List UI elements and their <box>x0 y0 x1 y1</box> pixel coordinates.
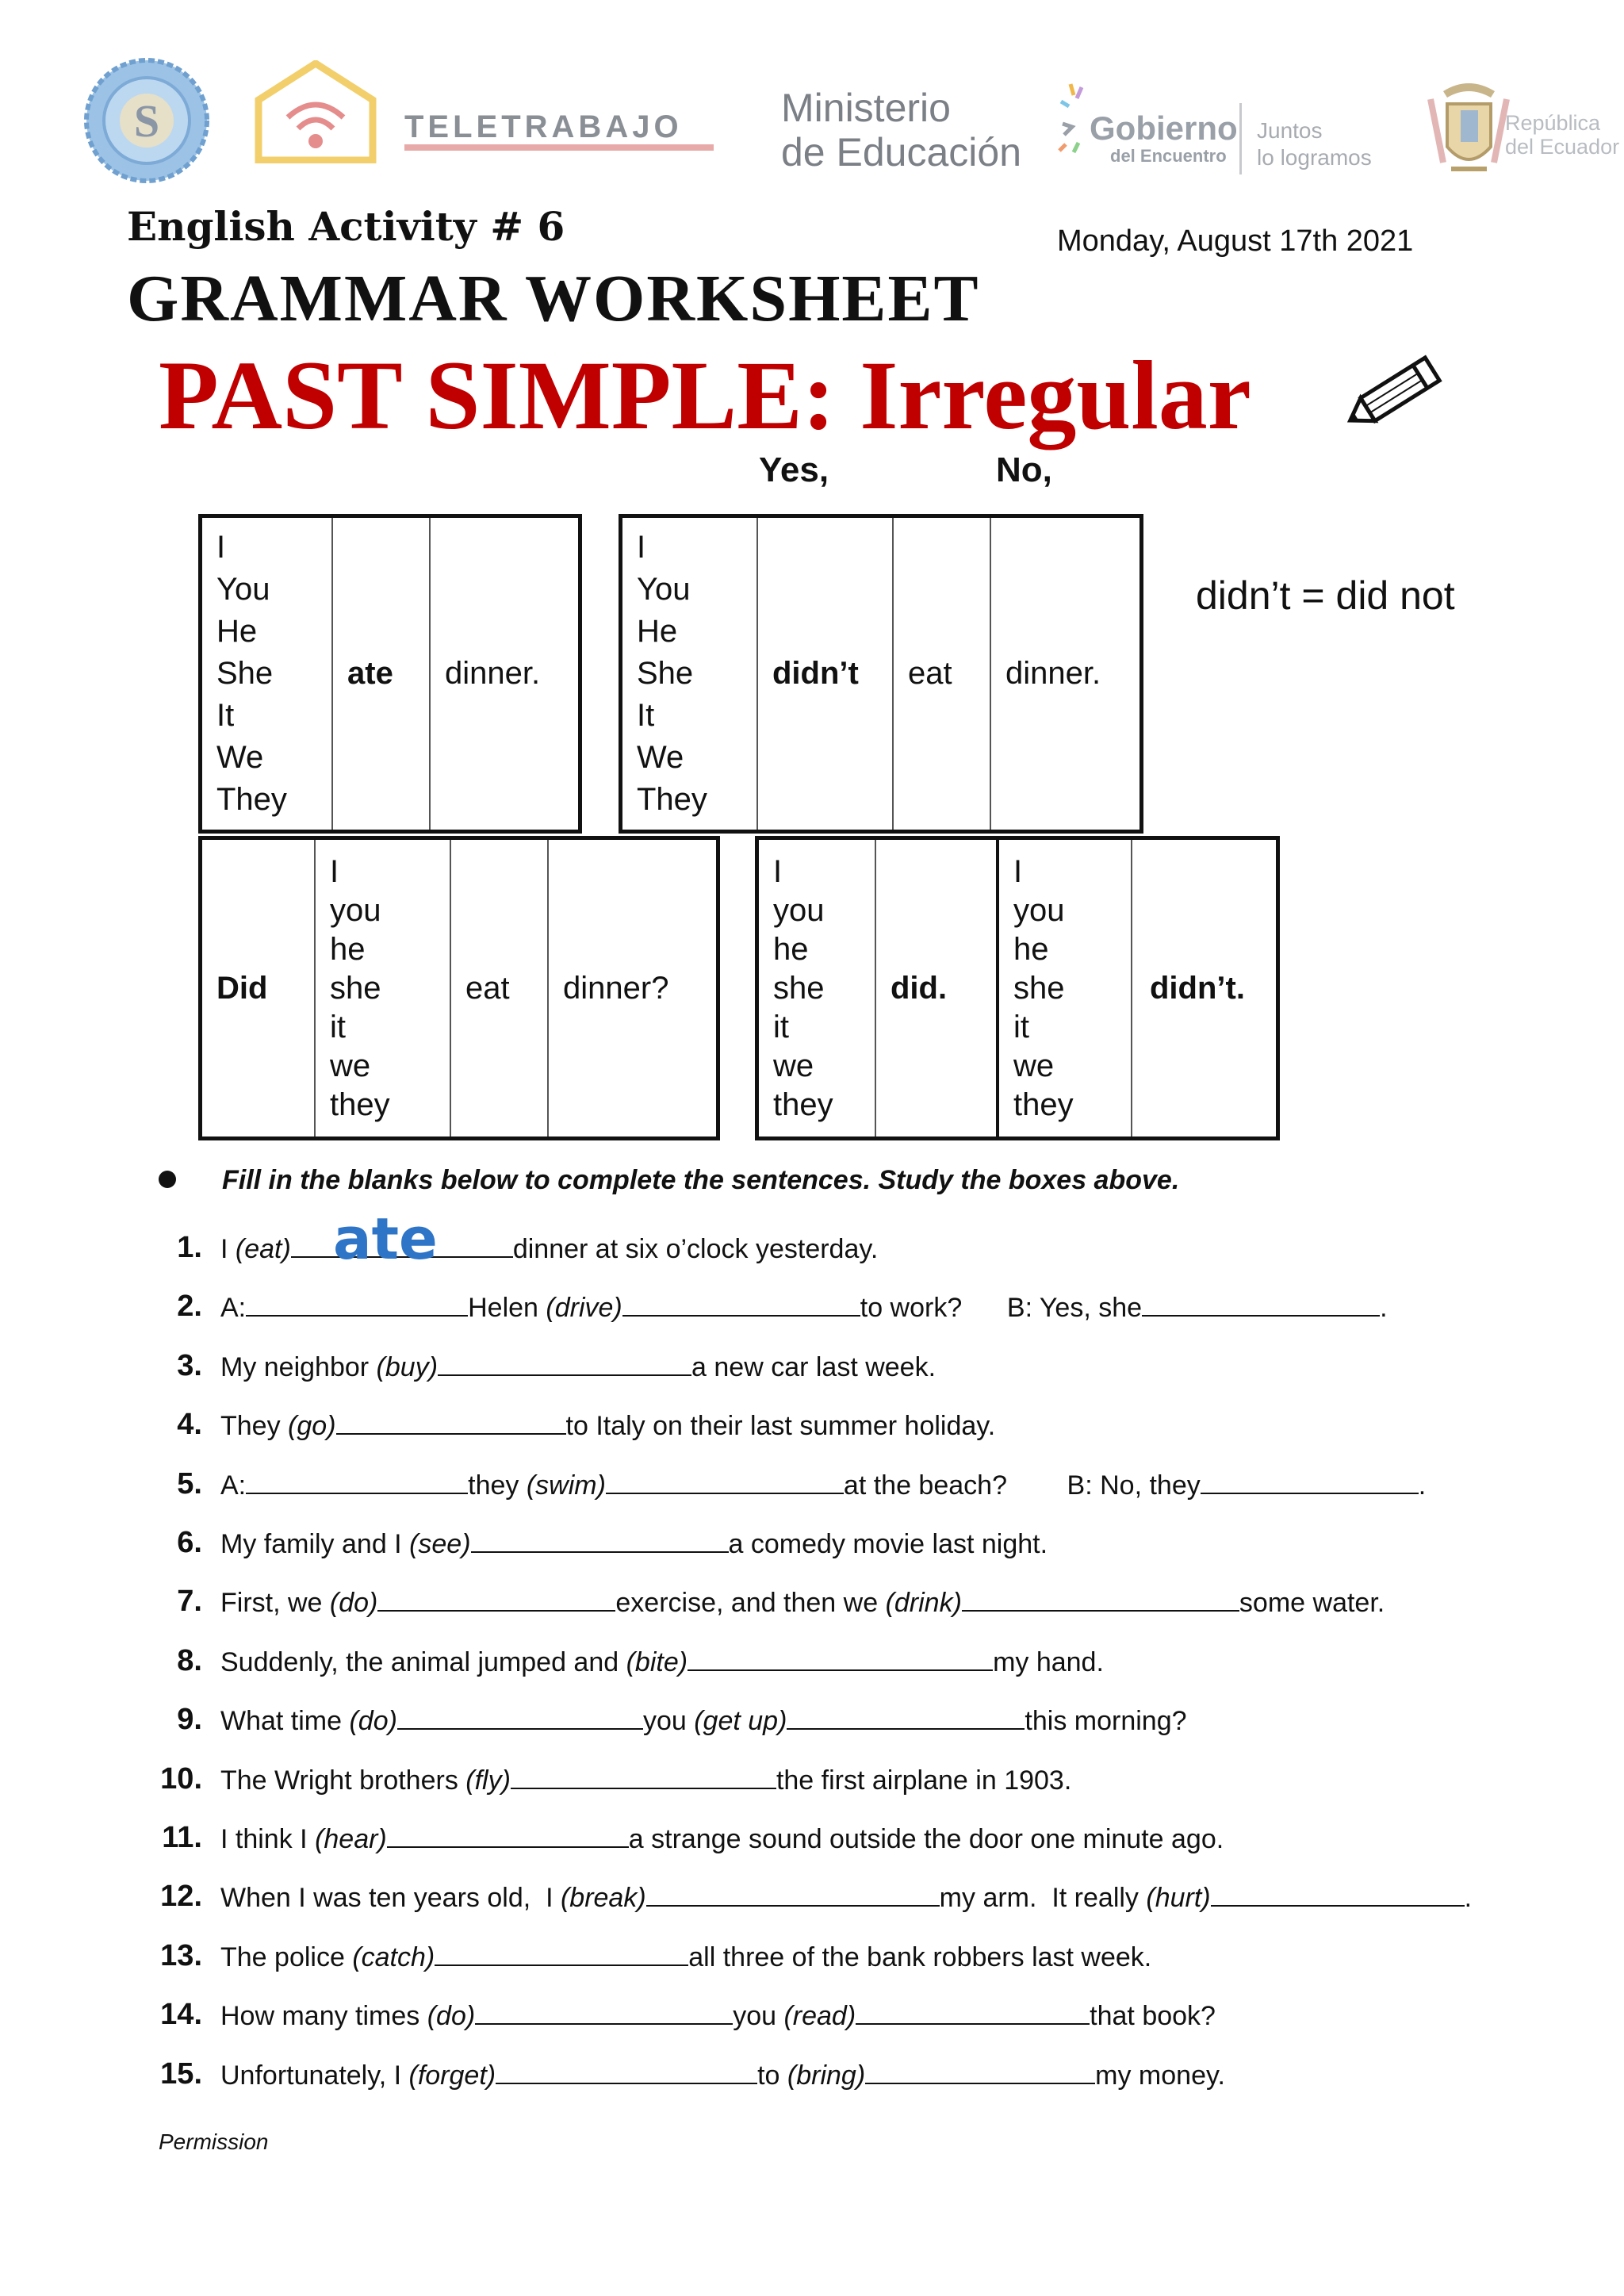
exercise-number: 9. <box>177 1703 202 1737</box>
exercise-sentence <box>220 1470 1426 1501</box>
exercise-number: 15. <box>160 2056 202 2091</box>
activity-number: English Activity # 6 <box>127 203 565 250</box>
yes-label: Yes, <box>759 450 829 489</box>
verb-hint: (bring) <box>787 2060 866 2091</box>
answer-blank[interactable] <box>688 1647 993 1671</box>
base-verb-cell: eat <box>451 840 549 1137</box>
pencil-icon <box>1344 341 1455 436</box>
topic-title: PAST SIMPLE: Irregular <box>159 341 1251 450</box>
answer-blank[interactable] <box>511 1765 776 1789</box>
verb-hint: (read) <box>783 2001 856 2032</box>
pronoun-column <box>316 840 451 1137</box>
answer-blank[interactable] <box>865 2060 1095 2084</box>
exercise-sentence <box>220 1234 878 1265</box>
exercise-sentence <box>220 1352 936 1383</box>
exercise-number: 1. <box>177 1231 202 1264</box>
exercise-sentence <box>220 1883 1472 1914</box>
question-table <box>198 836 720 1140</box>
pronoun-list: I You He She It We They <box>216 530 287 817</box>
answer-blank[interactable] <box>387 1824 629 1848</box>
exercise-number: 6. <box>177 1526 202 1559</box>
gobierno-subtext: del Encuentro <box>1110 146 1227 166</box>
exercise-number: 11. <box>162 1821 202 1854</box>
sentence-text: A: <box>220 1470 247 1501</box>
worksheet-date: Monday, August 17th 2021 <box>1057 224 1414 258</box>
verb-hint: (do) <box>349 1706 397 1737</box>
object-cell: dinner. <box>445 656 541 691</box>
worksheet-title: GRAMMAR WORKSHEET <box>127 262 980 335</box>
auxiliary-cell: didn’t <box>758 518 894 830</box>
verb-hint: (fly) <box>465 1765 511 1796</box>
exercise-number: 13. <box>160 1938 202 1972</box>
exercise-sentence <box>220 2060 1225 2091</box>
verb-hint: (forget) <box>408 2060 496 2091</box>
sentence-text: I <box>220 1234 236 1264</box>
answer-blank[interactable] <box>336 1411 566 1435</box>
sentence-text: to <box>757 2060 787 2091</box>
teletrabajo-text: TELETRABAJO <box>404 109 683 144</box>
exercise-sentence <box>220 1529 1048 1560</box>
gobierno-sparkle-icon <box>1055 78 1090 165</box>
verb-hint: (catch) <box>352 1941 435 1972</box>
answer-blank[interactable] <box>377 1588 615 1612</box>
gobierno-text: Gobierno <box>1090 109 1238 147</box>
pronoun-list: I you he she it we they <box>1013 853 1074 1122</box>
sentence-text: a comedy movie last night. <box>728 1529 1048 1559</box>
exercise-number: 4. <box>177 1408 202 1442</box>
answer-blank[interactable] <box>438 1352 691 1376</box>
sentence-text: Unfortunately, I <box>220 2060 409 2091</box>
sentence-text: Helen <box>468 1293 546 1324</box>
sentence-text: My neighbor <box>220 1351 377 1382</box>
short-no-cell: didn’t. <box>1150 970 1245 1006</box>
sentence-text: . <box>1464 1883 1473 1914</box>
exercise-sentence <box>220 1293 1388 1324</box>
sentence-text: at the beach? B: No, they <box>843 1470 1201 1501</box>
verb-hint: (go) <box>288 1411 336 1442</box>
sentence-text: dinner at six o’clock yesterday. <box>512 1234 879 1264</box>
sentence-text: this morning? <box>1025 1706 1187 1737</box>
handwritten-answer: ate <box>333 1205 438 1272</box>
verb-hint: (drive) <box>546 1293 622 1324</box>
short-answers-table <box>755 836 1280 1140</box>
sentence-text: that book? <box>1090 2001 1216 2032</box>
answer-blank[interactable] <box>471 1529 729 1553</box>
teletrabajo-underline <box>404 144 714 151</box>
exercise-sentence <box>220 1942 1151 1973</box>
sentence-text: you <box>733 2001 784 2032</box>
verb-hint: (do) <box>427 2001 476 2032</box>
sentence-text: all three of the bank robbers last week. <box>688 1941 1152 1972</box>
answer-blank[interactable] <box>435 1942 688 1966</box>
answer-blank[interactable] <box>475 2001 733 2025</box>
exercise-number: 12. <box>160 1880 202 1914</box>
juntos-slogan: Juntos lo logramos <box>1257 118 1372 170</box>
sentence-text: exercise, and then we <box>615 1588 886 1619</box>
sentence-text: you <box>642 1706 695 1737</box>
verb-hint: (do) <box>329 1588 378 1619</box>
exercise-sentence <box>220 1706 1187 1737</box>
answer-blank[interactable] <box>606 1470 844 1494</box>
sentence-text: a strange sound outside the door one minute ago. <box>628 1824 1224 1854</box>
sentence-text: the first airplane in 1903. <box>776 1765 1072 1796</box>
base-verb-cell: eat <box>894 518 991 830</box>
sentence-text: How many times <box>220 2001 427 2032</box>
sentence-text: my arm. It really <box>939 1883 1147 1914</box>
exercise-number: 2. <box>177 1290 202 1324</box>
verb-hint: (see) <box>409 1529 471 1559</box>
instructions: Fill in the blanks below to complete the sentences. Study the boxes above. <box>222 1165 1180 1195</box>
sentence-text: The police <box>220 1941 353 1972</box>
auxiliary-cell: Did <box>202 840 316 1137</box>
republica-ecuador-text: República del Ecuador <box>1505 111 1620 159</box>
svg-text:S: S <box>133 95 160 147</box>
contraction-note: didn’t = did not <box>1196 573 1455 618</box>
answer-blank[interactable] <box>856 2001 1090 2025</box>
sentence-text: to work? B: Yes, she <box>860 1293 1143 1324</box>
sentence-text: I think I <box>220 1824 316 1854</box>
sentence-text: . <box>1380 1293 1388 1324</box>
verb-hint: (get up) <box>694 1706 787 1737</box>
answer-blank[interactable] <box>1211 1883 1465 1907</box>
pronoun-column <box>202 518 333 830</box>
sentence-text: They <box>220 1411 289 1442</box>
object-cell: dinner? <box>563 970 669 1006</box>
answer-blank[interactable] <box>246 1470 468 1494</box>
pronoun-list: I you he she it we they <box>773 853 833 1122</box>
verb-hint: (break) <box>560 1883 646 1914</box>
exercise-sentence <box>220 1765 1071 1796</box>
sentence-text: When I was ten years old, I <box>220 1883 561 1914</box>
ecuador-coat-of-arms-icon <box>1427 75 1511 182</box>
exercise-number: 10. <box>160 1761 202 1796</box>
exercise-sentence <box>220 2001 1216 2032</box>
answer-blank[interactable] <box>1142 1293 1380 1317</box>
sentence-text: my money. <box>1095 2060 1225 2091</box>
affirmative-table <box>198 514 582 834</box>
answer-blank[interactable] <box>397 1706 643 1730</box>
sentence-text: What time <box>220 1706 350 1737</box>
answer-blank[interactable] <box>646 1883 940 1907</box>
pronoun-column <box>622 518 758 830</box>
sentence-text: to Italy on their last summer holiday. <box>565 1411 996 1442</box>
sentence-text: they <box>468 1470 527 1501</box>
object-cell: dinner. <box>1005 656 1101 691</box>
school-seal-logo <box>63 57 230 184</box>
verb-hint: (hear) <box>315 1824 387 1854</box>
sentence-text: My family and I <box>220 1529 410 1559</box>
sentence-text: a new car last week. <box>691 1351 936 1382</box>
logo-divider <box>1239 103 1242 174</box>
pronoun-column <box>759 840 876 1137</box>
sentence-text: Suddenly, the animal jumped and <box>220 1646 626 1677</box>
verb-hint: (bite) <box>626 1646 688 1677</box>
sentence-text: The Wright brothers <box>220 1765 466 1796</box>
answer-blank[interactable] <box>496 2060 757 2084</box>
exercise-number: 5. <box>177 1466 202 1501</box>
answer-blank[interactable] <box>1201 1470 1419 1494</box>
negative-table <box>619 514 1143 834</box>
short-yes-cell: did. <box>876 840 999 1137</box>
past-verb-cell: ate <box>333 518 431 830</box>
no-label: No, <box>996 450 1052 489</box>
exercise-number: 3. <box>177 1348 202 1382</box>
pronoun-column <box>999 840 1132 1137</box>
verb-hint: (eat) <box>235 1234 291 1264</box>
footer-permission: Permission <box>159 2129 269 2154</box>
exercise-sentence <box>220 1824 1224 1855</box>
answer-blank[interactable] <box>246 1293 468 1317</box>
pronoun-list: I You He She It We They <box>637 530 707 817</box>
exercise-sentence <box>220 1588 1385 1619</box>
exercise-number: 7. <box>177 1585 202 1619</box>
exercise-number: 14. <box>160 1998 202 2032</box>
sentence-text: A: <box>220 1293 247 1324</box>
sentence-text: my hand. <box>993 1646 1104 1677</box>
bullet-icon <box>159 1171 176 1188</box>
answer-blank[interactable] <box>962 1588 1239 1612</box>
sentence-text: First, we <box>220 1588 330 1619</box>
pronoun-list: I you he she it we they <box>330 853 390 1122</box>
answer-blank[interactable] <box>622 1293 860 1317</box>
verb-hint: (buy) <box>376 1351 439 1382</box>
exercise-number: 8. <box>177 1643 202 1677</box>
verb-hint: (drink) <box>885 1588 962 1619</box>
answer-blank[interactable] <box>787 1706 1025 1730</box>
verb-hint: (hurt) <box>1146 1883 1211 1914</box>
sentence-text: . <box>1418 1470 1427 1501</box>
exercise-sentence <box>220 1411 995 1442</box>
sentence-text: some water. <box>1239 1588 1385 1619</box>
exercise-sentence <box>220 1647 1104 1678</box>
ministerio-logo: Ministerio de Educación <box>781 86 1022 174</box>
verb-hint: (swim) <box>526 1470 606 1501</box>
